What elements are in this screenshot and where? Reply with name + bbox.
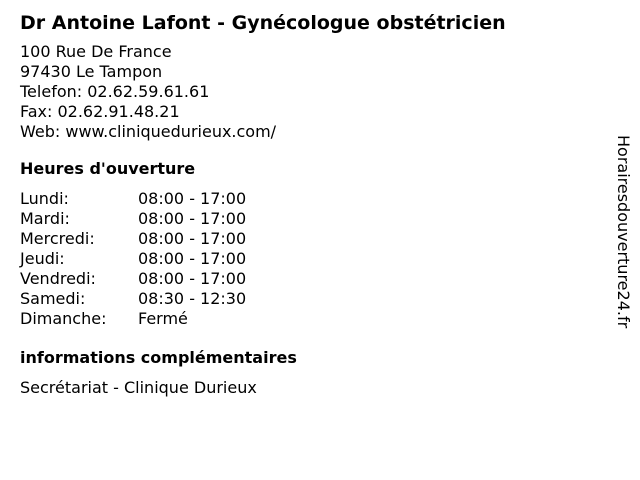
- hours-day: Mercredi:: [20, 229, 95, 248]
- hours-day: Samedi:: [20, 289, 86, 308]
- hours-day: Vendredi:: [20, 269, 96, 288]
- hours-row-sunday: [20, 309, 600, 329]
- hours-time: 08:30 - 12:30: [138, 289, 247, 308]
- hours-day: Lundi:: [20, 189, 69, 208]
- hours-time: 08:00 - 17:00: [138, 269, 247, 288]
- hours-day: Mardi:: [20, 209, 70, 228]
- hours-row-thursday: [20, 249, 600, 269]
- hours-row-monday: [20, 189, 600, 209]
- hours-time: 08:00 - 17:00: [138, 249, 247, 268]
- hours-day: Jeudi:: [20, 249, 65, 268]
- hours-time: 08:00 - 17:00: [138, 189, 247, 208]
- address-city: 97430 Le Tampon: [20, 62, 163, 81]
- opening-hours-table: [20, 189, 600, 329]
- opening-hours-heading: Heures d'ouverture: [20, 159, 196, 178]
- address-street: 100 Rue De France: [20, 42, 172, 61]
- hours-row-wednesday: [20, 229, 600, 249]
- hours-row-friday: [20, 269, 600, 289]
- hours-row-tuesday: [20, 209, 600, 229]
- additional-info-text: Secrétariat - Clinique Durieux: [20, 378, 257, 397]
- site-watermark: Horairesdouverture24.fr: [614, 135, 633, 329]
- additional-info-heading: informations complémentaires: [20, 348, 297, 367]
- hours-day: Dimanche:: [20, 309, 107, 328]
- hours-row-saturday: [20, 289, 600, 309]
- phone-number: Telefon: 02.62.59.61.61: [20, 82, 210, 101]
- practice-card: [20, 10, 600, 398]
- website: Web: www.cliniquedurieux.com/: [20, 122, 277, 141]
- fax-number: Fax: 02.62.91.48.21: [20, 102, 180, 121]
- practice-title: Dr Antoine Lafont - Gynécologue obstétricien: [20, 12, 506, 34]
- hours-time: Fermé: [138, 309, 188, 328]
- hours-time: 08:00 - 17:00: [138, 229, 247, 248]
- hours-time: 08:00 - 17:00: [138, 209, 247, 228]
